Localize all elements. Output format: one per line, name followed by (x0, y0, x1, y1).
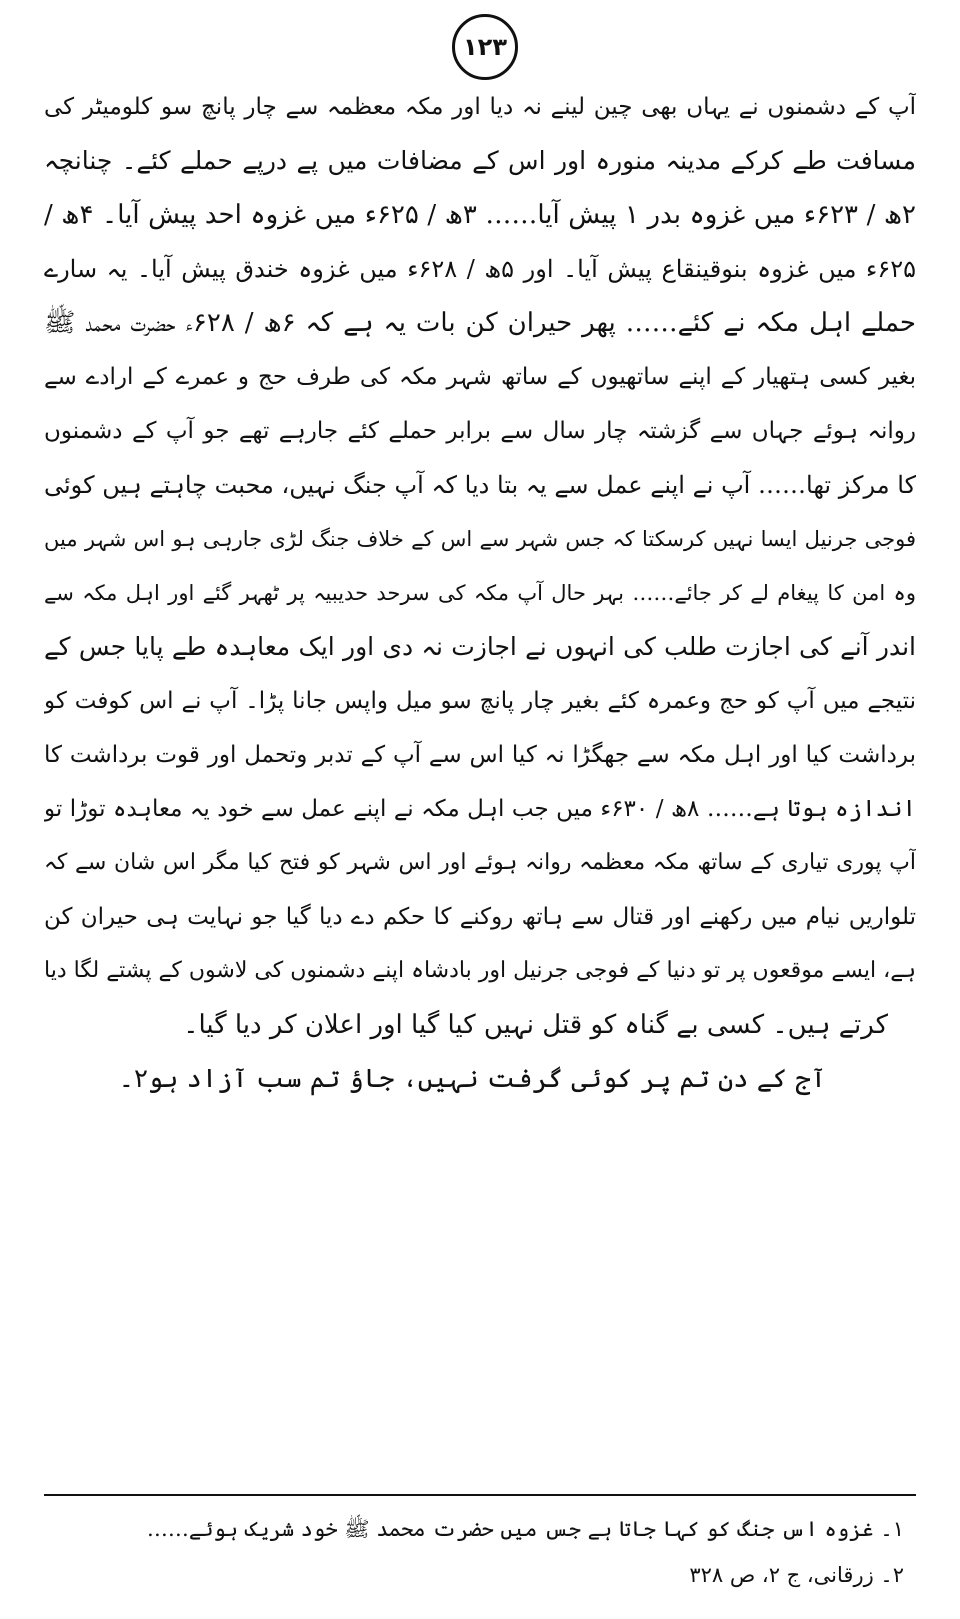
footnotes (44, 1506, 916, 1598)
footnote-divider (44, 1494, 916, 1496)
body-line: ۲ھ / ۶۲۳ء میں غزوہ بدر ۱ پیش آیا…… ۳ھ / ۶۲۵ء میں غزوہ احد پیش آیا۔ ۴ھ / (44, 200, 916, 230)
footnote-2: ۲۔ زرقانی، ج ۲، ص ۳۲۸ (689, 1563, 904, 1587)
body-line: بغیر کسی ہتھیار کے اپنے ساتھیوں کے ساتھ شہر مکہ کی طرف حج و عمرے کے ارادے سے (44, 364, 916, 390)
page-number: ۱۲۳ (452, 14, 518, 80)
body-line: کرتے ہیں۔ کسی بے گناہ کو قتل نہیں کیا گیا اور اعلان کر دیا گیا۔ (183, 1010, 888, 1040)
body-text (44, 80, 916, 1106)
closing-line: آج کے دن تم پر کوئی گرفت نہیں، جاؤ تم سب آزاد ہو۲۔ (118, 1064, 826, 1094)
footnote-1: ۱۔ غزوہ اس جنگ کو کہا جاتا ہے جس میں حضرت محمد ﷺ خود شریک ہوئے…… (146, 1517, 904, 1541)
body-line: نتیجے میں آپ کو حج وعمرہ کئے بغیر چار پانچ سو میل واپس جانا پڑا۔ آپ نے اس کوفت کو (44, 688, 916, 714)
body-line: مسافت طے کرکے مدینہ منورہ اور اس کے مضافات میں پے درپے حملے کئے۔ چنانچہ (44, 146, 916, 175)
body-line: اندازہ ہوتا ہے…… ۸ھ / ۶۳۰ء میں جب اہل مکہ نے اپنے عمل سے خود یہ معاہدہ توڑا تو (44, 796, 916, 822)
body-line: اندر آنے کی اجازت طلب کی انہوں نے اجازت نہ دی اور ایک معاہدہ طے پایا جس کے (44, 632, 916, 661)
body-line: ۶۲۵ء میں غزوہ بنوقینقاع پیش آیا۔ اور ۵ھ / ۶۲۸ء میں غزوہ خندق پیش آیا۔ یہ سارے (44, 255, 916, 283)
body-line: تلواریں نیام میں رکھنے اور قتال سے ہاتھ روکنے کا حکم دے دیا گیا جو نہایت ہی حیران کن (44, 904, 916, 930)
body-line: آپ کے دشمنوں نے یہاں بھی چین لینے نہ دیا اور مکہ معظمہ سے چار پانچ سو کلومیٹر کی (44, 94, 916, 120)
body-line: ہے، ایسے موقعوں پر تو دنیا کے فوجی جرنیل اور بادشاہ اپنے دشمنوں کی لاشوں کے پشتے لگا دیا (44, 958, 916, 983)
body-line: فوجی جرنیل ایسا نہیں کرسکتا کہ جس شہر سے اس کے خلاف جنگ لڑی جارہی ہو اس شہر میں (44, 527, 916, 551)
body-line: آپ پوری تیاری کے ساتھ مکہ معظمہ روانہ ہوئے اور اس شہر کو فتح کیا مگر اس شان سے کہ (44, 850, 916, 875)
body-line: کا مرکز تھا…… آپ نے اپنے عمل سے یہ بتا دیا کہ آپ جنگ نہیں، محبت چاہتے ہیں کوئی (44, 471, 916, 499)
body-line: حملے اہل مکہ نے کئے…… پھر حیران کن بات یہ ہے کہ ۶ھ / ۶۲۸ء حضرت محمد ﷺ (44, 308, 916, 338)
body-line: روانہ ہوئے جہاں سے گزشتہ چار سال سے برابر حملے کئے جارہے تھے جو آپ کے دشمنوں (44, 418, 916, 444)
body-line: برداشت کیا اور اہل مکہ سے جھگڑا نہ کیا اس سے آپ کے تدبر وتحمل اور قوت برداشت کا (44, 742, 916, 768)
body-line: وہ امن کا پیغام لے کر جائے…… بہر حال آپ مکہ کی سرحد حدیبیہ پر ٹھہر گئے اور اہل مکہ سے (44, 581, 916, 605)
